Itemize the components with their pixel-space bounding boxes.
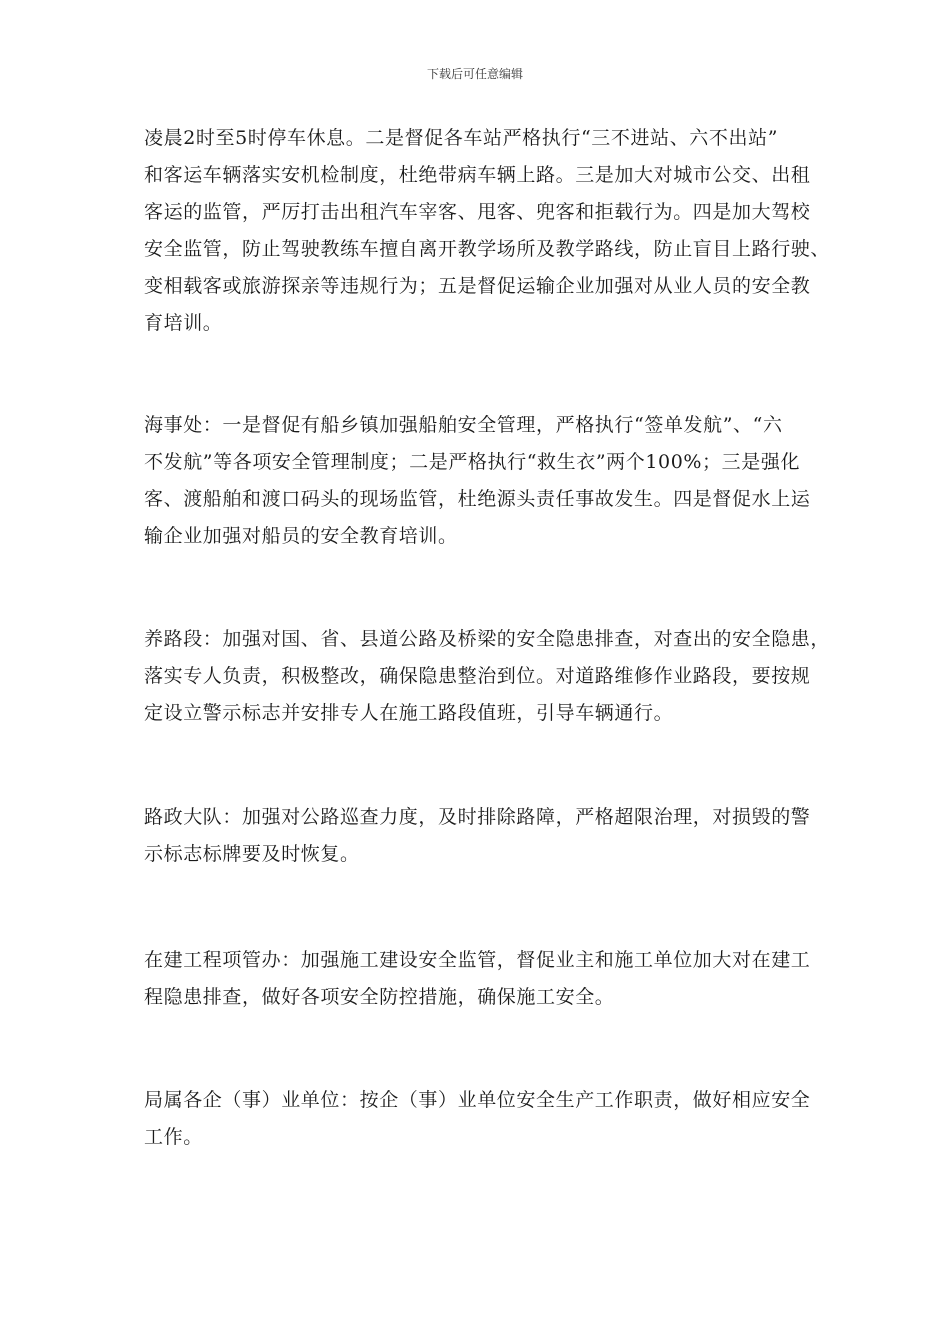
text-line: 示标志标牌要及时恢复。 — [144, 843, 360, 865]
paragraph-transport-duties — [144, 120, 831, 342]
text-line: 客、渡船舶和渡口码头的现场监管，杜绝源头责任事故发生。四是督促水上运 — [144, 488, 811, 510]
text-line: 在建工程项管办：加强施工建设安全监管，督促业主和施工单位加大对在建工 — [144, 949, 811, 971]
text-line: 局属各企（事）业单位：按企（事）业单位安全生产工作职责，做好相应安全 — [144, 1089, 811, 1111]
text-line: 不发航”等各项安全管理制度；二是严格执行“救生衣”两个100%；三是强化 — [144, 451, 801, 473]
text-line: 凌晨2时至5时停车休息。二是督促各车站严格执行“三不进站、六不出站” — [144, 127, 779, 149]
text-line: 客运的监管，严厉打击出租汽车宰客、甩客、兜客和拒载行为。四是加大驾校 — [144, 201, 811, 223]
text-line: 定设立警示标志并安排专人在施工路段值班，引导车辆通行。 — [144, 702, 674, 724]
text-line: 落实专人负责，积极整改，确保隐患整治到位。对道路维修作业路段，要按规 — [144, 665, 811, 687]
text-line: 变相载客或旅游探亲等违规行为；五是督促运输企业加强对从业人员的安全教 — [144, 275, 811, 297]
text-line: 工作。 — [144, 1126, 203, 1148]
paragraph-road-maintenance — [144, 621, 831, 732]
text-line: 育培训。 — [144, 312, 223, 334]
text-line: 养路段：加强对国、省、县道公路及桥梁的安全隐患排查，对查出的安全隐患， — [144, 628, 831, 650]
text-line: 安全监管，防止驾驶教练车擅自离开教学场所及教学路线，防止盲目上路行驶、 — [144, 238, 831, 260]
text-line: 和客运车辆落实安机检制度，杜绝带病车辆上路。三是加大对城市公交、出租 — [144, 164, 811, 186]
paragraph-construction-office — [144, 942, 812, 1016]
text-line: 程隐患排查，做好各项安全防控措施，确保施工安全。 — [144, 986, 615, 1008]
page-header: 下载后可任意编辑 — [426, 67, 523, 81]
text-line: 路政大队：加强对公路巡查力度，及时排除路障，严格超限治理，对损毁的警 — [144, 806, 811, 828]
paragraph-road-administration — [144, 799, 812, 873]
paragraph-affiliated-units — [144, 1082, 812, 1156]
paragraph-maritime-office — [144, 407, 812, 555]
text-line: 输企业加强对船员的安全教育培训。 — [144, 525, 458, 547]
text-line: 海事处：一是督促有船乡镇加强船舶安全管理，严格执行“签单发航”、“六 — [144, 414, 783, 436]
